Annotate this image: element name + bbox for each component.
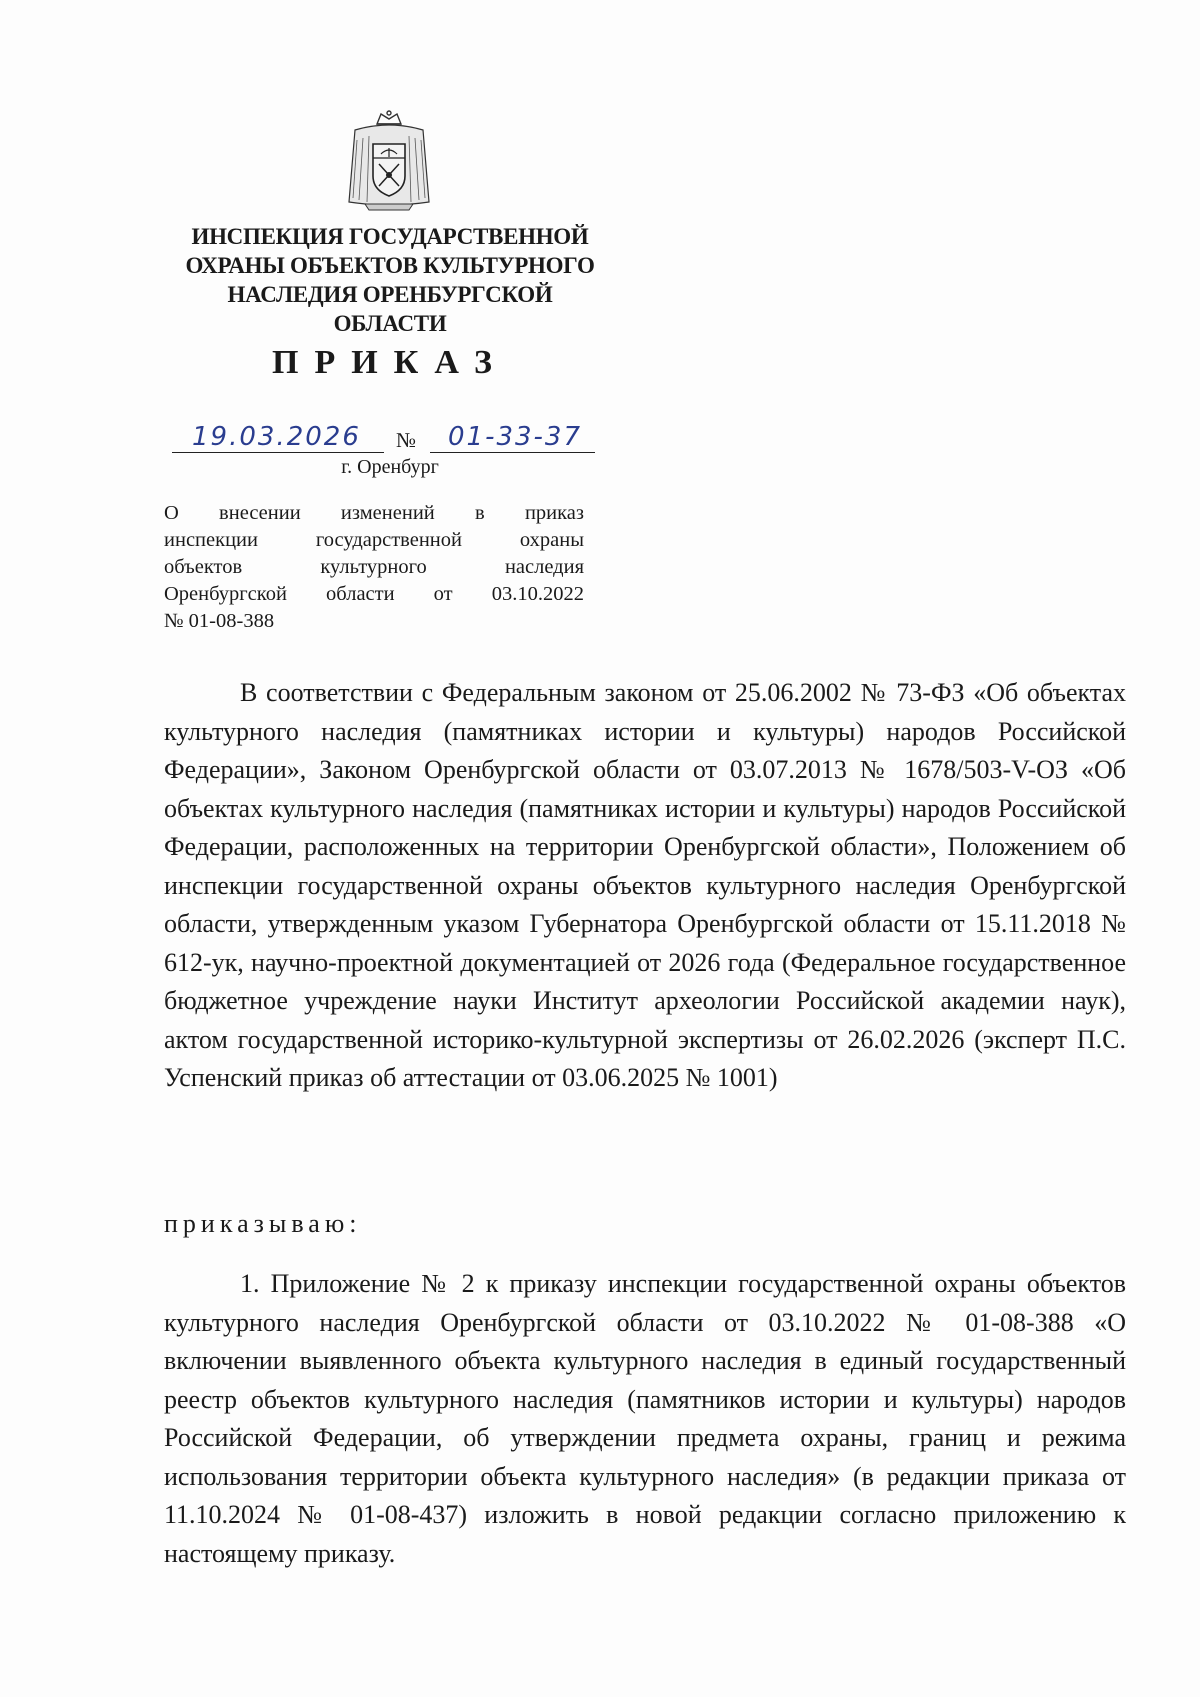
order-item-1: 1. Приложение № 2 к приказу инспекции государственной охраны объектов культурного наследия Оренбургской области от 03.10.2022 № 01-08-388 «О включении выявленного объекта культурного наследия в единый государственный реестр объектов культурного наследия (памятников истории и культуры) народов Российской Федерации, об утверждении предмета охраны, границ и режима использования территории объекта культурного наследия» (в редакции приказа от 11.10.2024 № 01-08-437) изложить в новой редакции согласно приложению к настоящему приказу.: [164, 1269, 1126, 1568]
handwritten-date: 19.03.2026: [192, 422, 361, 452]
subject-line: О внесении изменений в приказ: [164, 502, 584, 524]
order-subject: [164, 500, 584, 635]
subject-line: Оренбургской области от 03.10.2022: [164, 583, 584, 605]
organization-name: ИНСПЕКЦИЯ ГОСУДАРСТВЕННОЙ ОХРАНЫ ОБЪЕКТОВ КУЛЬТУРНОГО НАСЛЕДИЯ ОРЕНБУРГСКОЙ ОБЛАСТИ: [185, 224, 595, 336]
date-field: [172, 418, 384, 453]
subject-line: № 01-08-388: [164, 610, 275, 632]
number-field: [430, 418, 595, 453]
city-name: г. Оренбург: [341, 456, 439, 478]
coat-of-arms-icon: [343, 110, 435, 212]
document-type-title: ПРИКАЗ: [272, 344, 508, 381]
handwritten-number: 01-33-37: [448, 422, 583, 452]
subject-line: объектов культурного наследия: [164, 556, 584, 578]
number-sign: №: [396, 428, 417, 452]
preamble-paragraph: В соответствии с Федеральным законом от 25.06.2002 № 73-ФЗ «Об объектах культурного наследия (памятниках истории и культуры) народов Российской Федерации», Законом Оренбургской области от 03.07.2013 № 1678/503-V-ОЗ «Об объектах культурного наследия (памятниках истории и культуры) народов Российской Федерации, расположенных на территории Оренбургской области», Положением об инспекции государственной охраны объектов культурного наследия Оренбургской области, утвержденным указом Губернатора Оренбургской области от 15.11.2018 № 612-ук, научно-проектной документацией от 2026 года (Федеральное государственное бюджетное учреждение науки Институт археологии Российской академии наук), актом государственной историко-культурной экспертизы от 26.02.2026 (эксперт П.С. Успенский приказ об аттестации от 03.06.2025 № 1001): [164, 678, 1126, 1092]
order-word: приказываю:: [164, 1209, 362, 1238]
subject-line: инспекции государственной охраны: [164, 529, 584, 551]
